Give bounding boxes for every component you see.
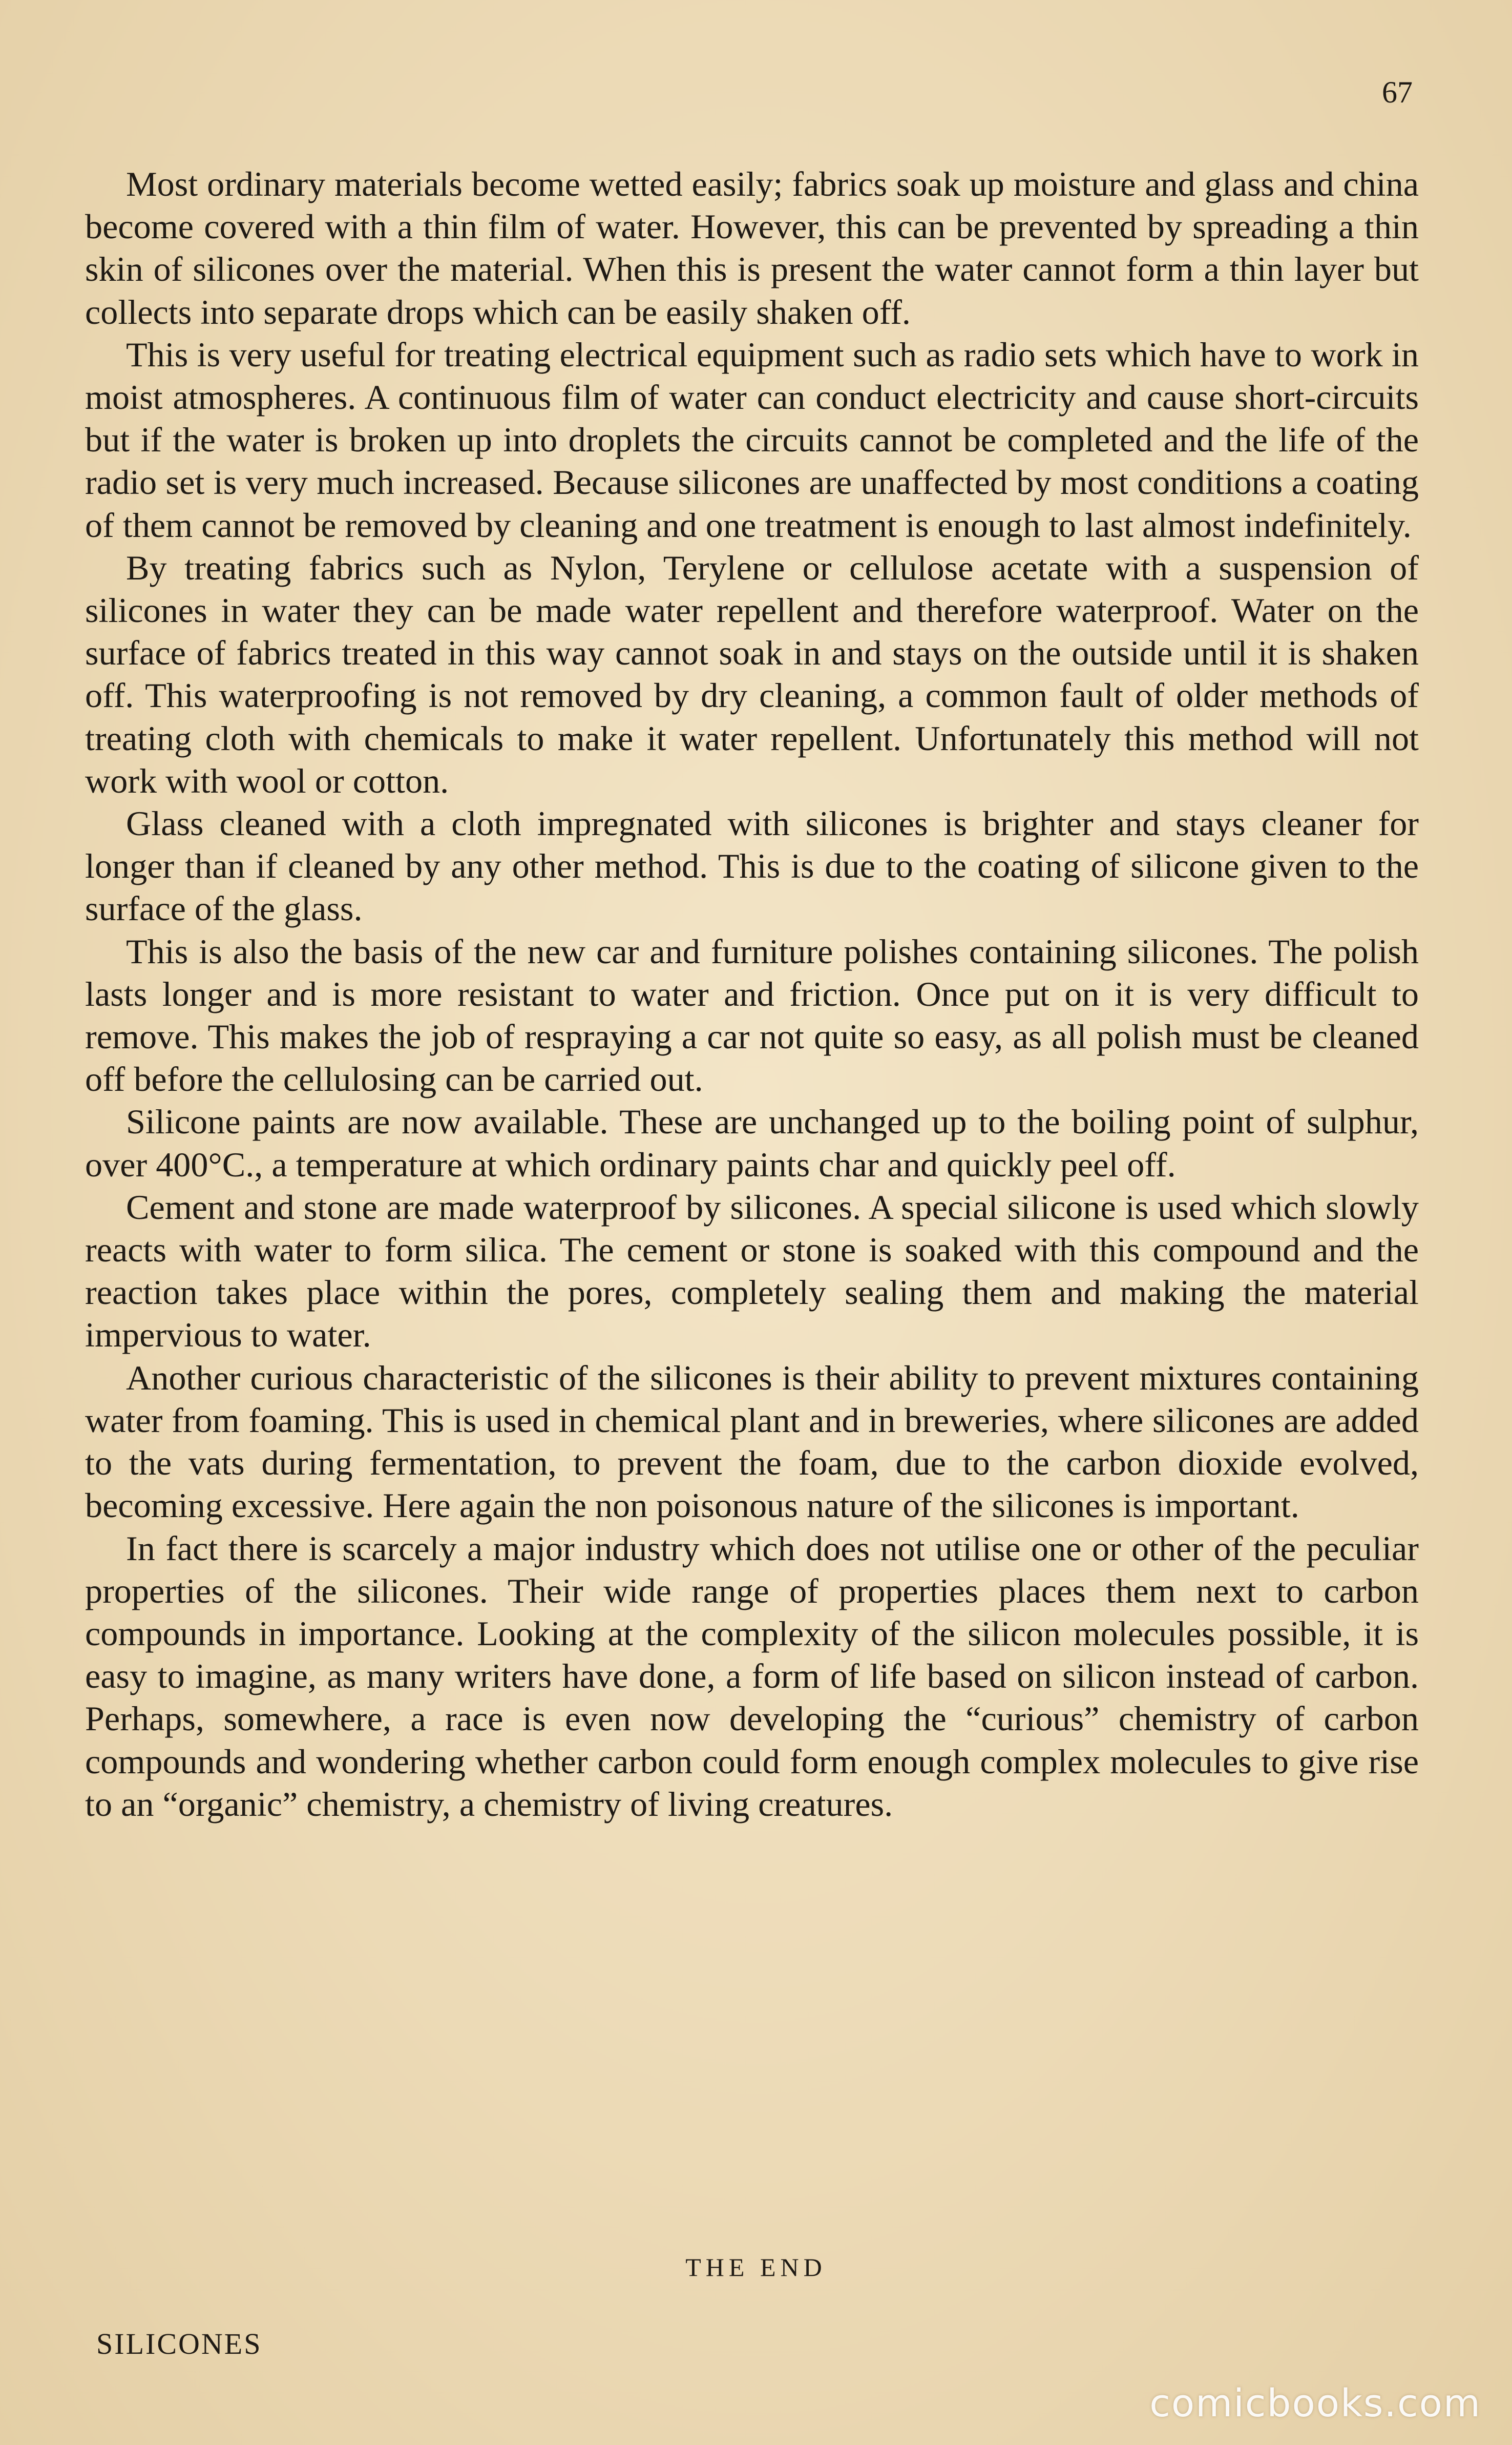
paragraph: By treating fabrics such as Nylon, Terylene or cellulose acetate with a suspension of silicones in water they can be made water repellent and therefore waterproof. Water on the surface of fabrics treated in this way cannot soak in and stays on the outside until it is shaken off. This waterproofing is not removed by dry cleaning, a common fault of older methods of treating cloth with chemicals to make it water repellent. Unfortunately this method will not work with wool or cotton. <box>85 548 1419 800</box>
paragraph: Cement and stone are made waterproof by silicones. A special silicone is used which slowly reacts with water to form silica. The cement or stone is soaked with this compound and the reaction takes place within the pores, completely sealing them and making the material impervious to water. <box>85 1187 1419 1355</box>
paragraph: Another curious characteristic of the silicones is their ability to prevent mixtures containing water from foaming. This is used in chemical plant and in breweries, where silicones are added to the vats during fermentation, to prevent the foam, due to the carbon dioxide evolved, becoming excessive. Here again the non poisonous nature of the silicones is important. <box>85 1358 1419 1525</box>
paragraph: Most ordinary materials become wetted easily; fabrics soak up moisture and glass and china become covered with a thin film of water. However, this can be prevented by spreading a thin skin of silicones over the material. When this is present the water cannot form a thin layer but collects into separate drops which can be easily shaken off. <box>85 164 1419 331</box>
running-footer: SILICONES <box>96 2327 262 2360</box>
paragraph: This is very useful for treating electrical equipment such as radio sets which have to work in moist atmospheres. A continuous film of water can conduct electricity and cause short-circuits but if the water is broken up into droplets the circuits cannot be completed and the life of the radio set is very much increased. Because silicones are unaffected by most conditions a coating of them cannot be removed by cleaning and one treatment is enough to last almost indefinitely. <box>85 335 1419 545</box>
paragraph: This is also the basis of the new car and furniture polishes containing silicones. The polish lasts longer and is more resistant to water and friction. Once put on it is very difficult to remove. This makes the job of respraying a car not quite so easy, as all polish must be cleaned off before the cellulosing can be carried out. <box>85 931 1419 1099</box>
paragraph: In fact there is scarcely a major industry which does not utilise one or other of the peculiar properties of the silicones. Their wide range of properties places them next to carbon compounds in importance. Looking at the complexity of the silicon molecules possible, it is easy to imagine, as many writers have done, a form of life based on silicon instead of carbon. Perhaps, somewhere, a race is even now developing the “curious” chemistry of carbon compounds and wondering whether carbon could form enough complex molecules to give rise to an “organic” chemistry, a chemistry of living creatures. <box>85 1528 1419 1824</box>
page-number: 67 <box>1382 75 1413 109</box>
watermark: comicbooks.com <box>1149 2381 1481 2426</box>
paragraph: Glass cleaned with a cloth impregnated with silicones is brighter and stays cleaner for longer than if cleaned by any other method. This is due to the coating of silicone given to the surface of the glass. <box>85 804 1419 928</box>
paragraph: Silicone paints are now available. These are unchanged up to the boiling point of sulphur, over 400°C., a temperature at which ordinary paints char and quickly peel off. <box>85 1102 1419 1184</box>
article-body <box>85 163 1419 1826</box>
end-marker: THE END <box>685 2253 827 2282</box>
